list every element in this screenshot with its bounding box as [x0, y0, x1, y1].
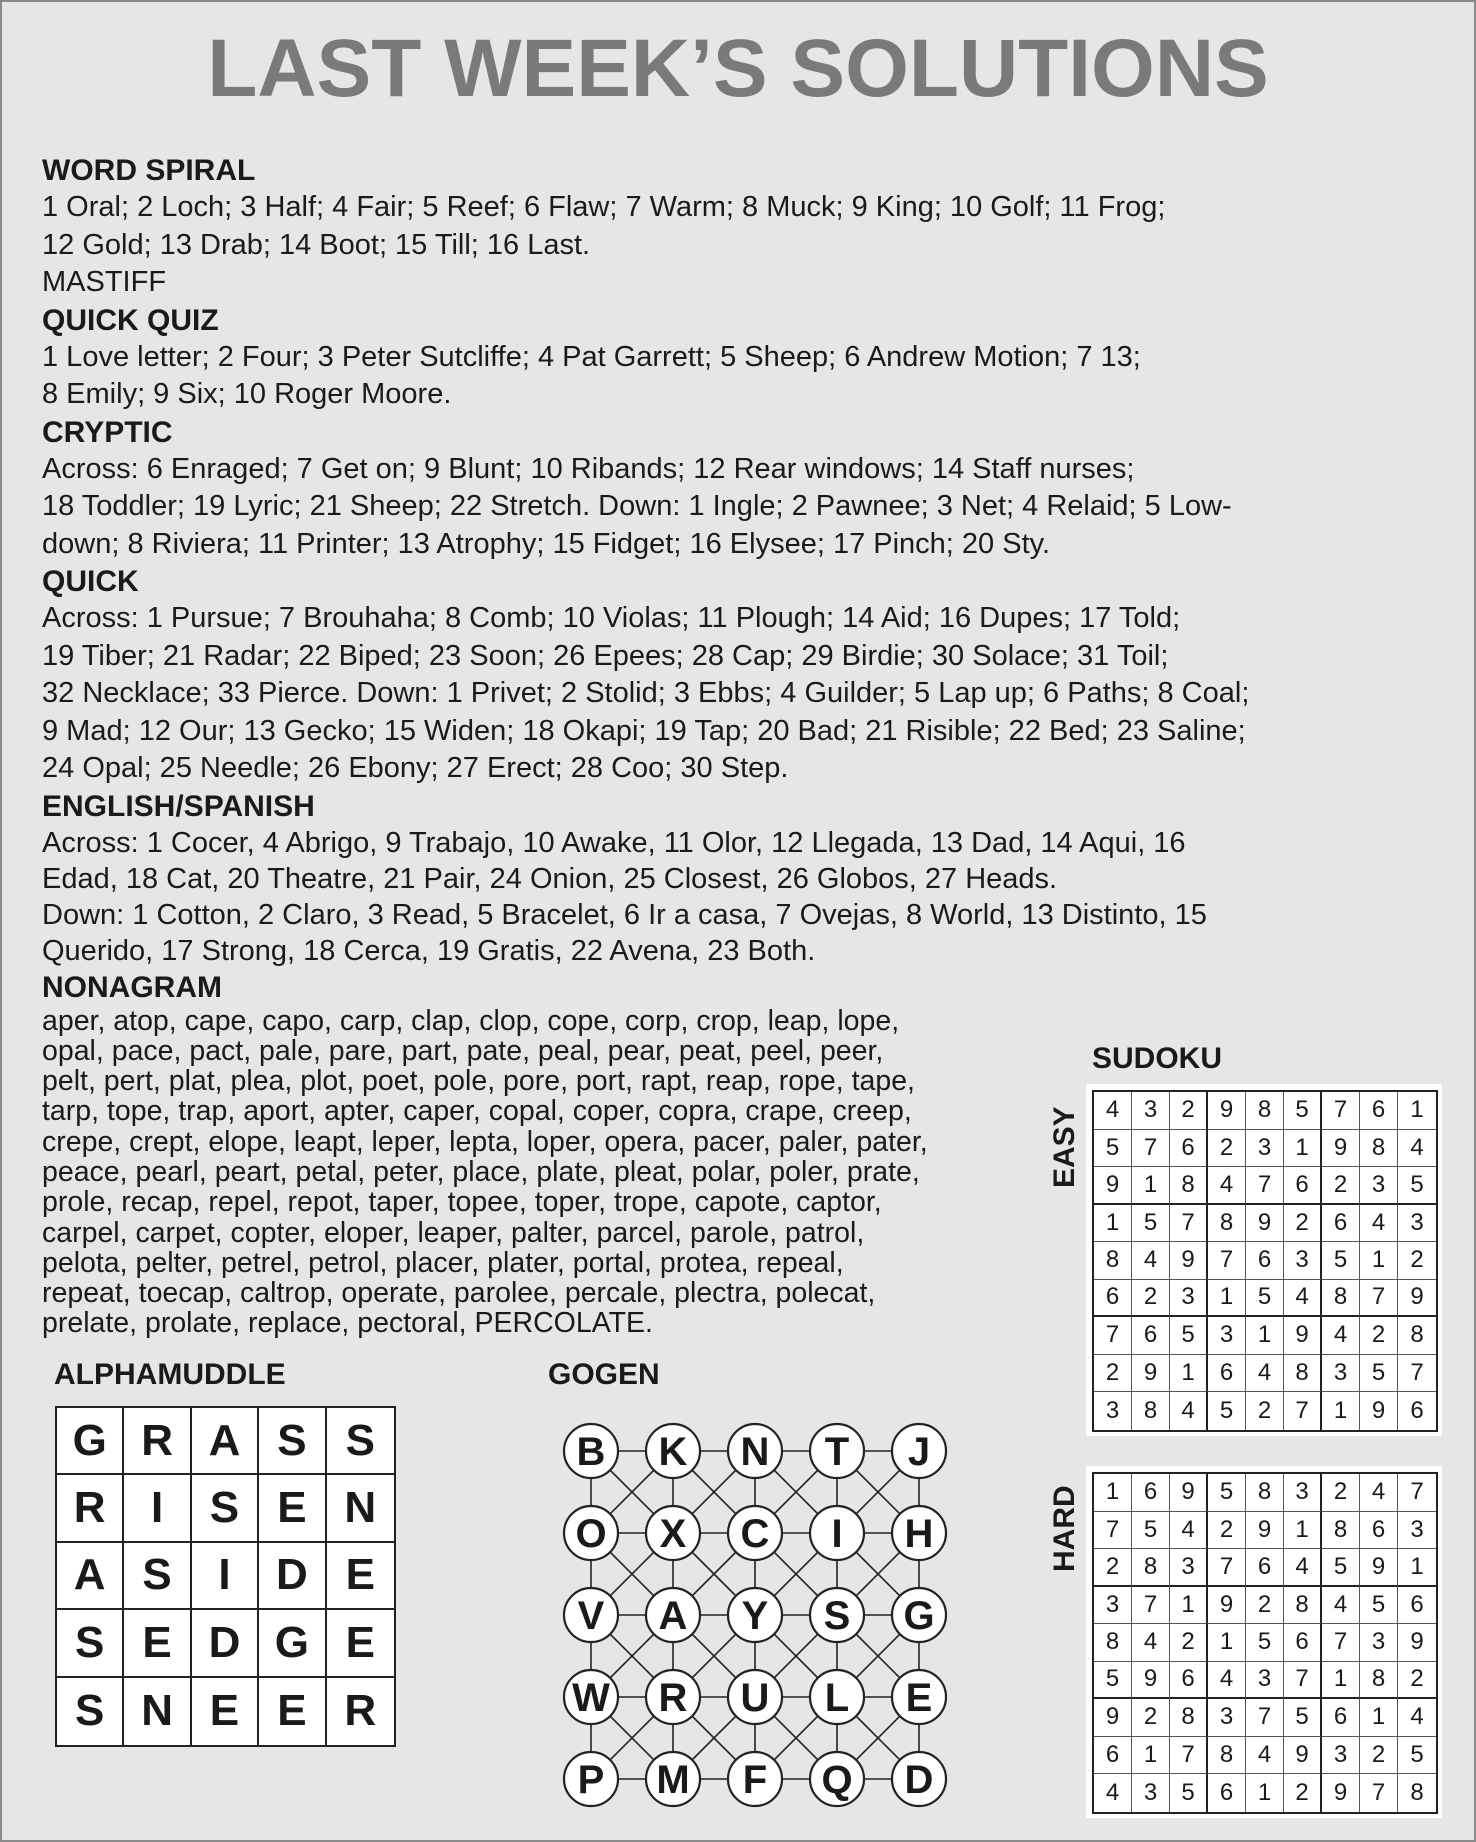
sudoku-hard-cell: 4: [1246, 1737, 1284, 1775]
cryptic-heading: CRYPTIC: [42, 415, 173, 449]
sudoku-hard-cell: 3: [1322, 1737, 1360, 1775]
alphamuddle-cell: G: [57, 1408, 124, 1475]
sudoku-easy-cell: 3: [1170, 1280, 1208, 1318]
gogen-node: [892, 1588, 946, 1642]
sudoku-easy-label: EASY: [1048, 1106, 1081, 1188]
sudoku-easy-cell: 5: [1398, 1167, 1436, 1205]
word-spiral-answers: 1 Oral; 2 Loch; 3 Half; 4 Fair; 5 Reef; 6 Flaw; 7 Warm; 8 Muck; 9 King; 10 Golf; 11 Frog; 12 Gold; 13 Drab; 14 Boot; 15 Till; 16 Last. MASTIFF: [42, 191, 1166, 298]
sudoku-hard-cell: 2: [1208, 1512, 1246, 1550]
sudoku-easy-cell: 4: [1284, 1280, 1322, 1318]
sudoku-easy-cell: 9: [1360, 1392, 1398, 1430]
sudoku-hard-cell: 7: [1398, 1474, 1436, 1512]
alphamuddle-cell: R: [344, 1686, 377, 1736]
quick-heading: QUICK: [42, 565, 139, 598]
sudoku-easy-cell: 9: [1322, 1130, 1360, 1168]
sudoku-easy-cell: 2: [1398, 1242, 1436, 1280]
sudoku-easy-cell: 6: [1284, 1167, 1322, 1205]
sudoku-easy-cell: 4: [1208, 1167, 1246, 1205]
sudoku-hard-cell: 2: [1170, 1624, 1208, 1662]
sudoku-easy-cell: 4: [1094, 1092, 1132, 1130]
sudoku-hard-cell: 5: [1246, 1624, 1284, 1662]
sudoku-easy-cell: 3: [1360, 1167, 1398, 1205]
sudoku-hard-cell: 4: [1284, 1549, 1322, 1587]
sudoku-hard-cell: 3: [1360, 1624, 1398, 1662]
sudoku-hard-cell: 9: [1360, 1549, 1398, 1587]
sudoku-easy-cell: 4: [1360, 1205, 1398, 1243]
sudoku-easy-cell: 7: [1398, 1355, 1436, 1393]
sudoku-easy-cell: 4: [1398, 1130, 1436, 1168]
alphamuddle-cell: S: [124, 1543, 191, 1610]
sudoku-easy-cell: 3: [1284, 1242, 1322, 1280]
gogen-node: [728, 1506, 782, 1560]
alphamuddle-cell: S: [327, 1408, 394, 1475]
sudoku-hard-cell: 5: [1170, 1774, 1208, 1812]
sudoku-hard-cell: 4: [1322, 1587, 1360, 1625]
sudoku-hard-cell: 4: [1360, 1474, 1398, 1512]
sudoku-easy-cell: 8: [1094, 1242, 1132, 1280]
sudoku-hard-cell: 7: [1322, 1624, 1360, 1662]
gogen-node-letter: I: [831, 1512, 843, 1556]
gogen-node: [892, 1424, 946, 1478]
sudoku-easy-cell: 7: [1170, 1205, 1208, 1243]
gogen-node-letter: J: [907, 1430, 931, 1474]
quick-quiz-heading: QUICK QUIZ: [42, 303, 219, 337]
alphamuddle-cell: E: [327, 1610, 394, 1677]
sudoku-easy-cell: 4: [1322, 1317, 1360, 1355]
gogen-node-letter: K: [658, 1430, 688, 1474]
gogen-node-letter: B: [576, 1430, 606, 1474]
cryptic-answers: Across: 6 Enraged; 7 Get on; 9 Blunt; 10 Ribands; 12 Rear windows; 14 Staff nurses; 18 Toddler; 19 Lyric; 21 Sheep; 22 Stretch. Down: 1 Ingle; 2 Pawnee; 3 Net; 4 Relaid; 5 Low- down; 8 Riviera; 11 Printer; 13 Atrophy; 15 Fidget; 16 Elysee; 17 Pinch; 20 Sty.: [42, 452, 1232, 560]
sudoku-hard-cell: 8: [1246, 1474, 1284, 1512]
gogen-node: [646, 1424, 700, 1478]
sudoku-easy-cell: 6: [1360, 1092, 1398, 1130]
gogen-node: [564, 1506, 618, 1560]
alphamuddle-cell: S: [57, 1610, 124, 1677]
sudoku-hard-label: HARD: [1048, 1485, 1081, 1572]
sudoku-easy-cell: 6: [1132, 1317, 1170, 1355]
sudoku-hard-cell: 9: [1322, 1774, 1360, 1812]
sudoku-hard-cell: 5: [1132, 1512, 1170, 1550]
alphamuddle-cell: A: [57, 1543, 124, 1610]
sudoku-easy-cell: 5: [1246, 1280, 1284, 1318]
gogen-node-letter: N: [740, 1430, 770, 1474]
sudoku-easy-cell: 8: [1322, 1280, 1360, 1318]
sudoku-hard-cell: 6: [1398, 1587, 1436, 1625]
gogen-heading: GOGEN: [548, 1358, 660, 1391]
sudoku-hard-cell: 5: [1208, 1474, 1246, 1512]
sudoku-easy-cell: 9: [1398, 1280, 1436, 1318]
sudoku-easy-cell: 9: [1284, 1317, 1322, 1355]
sudoku-easy-cell: 6: [1170, 1130, 1208, 1168]
sudoku-hard-cell: 7: [1246, 1699, 1284, 1737]
sudoku-hard-cell: 7: [1094, 1512, 1132, 1550]
gogen-node-letter: A: [658, 1594, 688, 1638]
sudoku-easy-cell: 9: [1094, 1167, 1132, 1205]
alphamuddle-cell: N: [124, 1678, 191, 1745]
sudoku-easy-cell: 8: [1284, 1355, 1322, 1393]
sudoku-hard-cell: 8: [1360, 1662, 1398, 1700]
sudoku-easy-cell: 6: [1322, 1205, 1360, 1243]
sudoku-hard-cell: 4: [1132, 1624, 1170, 1662]
sudoku-hard-cell: 7: [1360, 1774, 1398, 1812]
sudoku-hard-cell: 7: [1208, 1549, 1246, 1587]
alphamuddle-cell: I: [192, 1543, 259, 1610]
sudoku-easy-cell: 4: [1246, 1355, 1284, 1393]
sudoku-easy-cell: 2: [1208, 1130, 1246, 1168]
gogen-node-letter: T: [824, 1430, 850, 1474]
sudoku-easy-cell: 7: [1360, 1280, 1398, 1318]
sudoku-easy-cell: 1: [1094, 1205, 1132, 1243]
english-spanish-heading: ENGLISH/SPANISH: [42, 789, 315, 823]
sudoku-hard-cell: 3: [1132, 1774, 1170, 1812]
sudoku-easy-cell: 9: [1246, 1205, 1284, 1243]
sudoku-easy-grid: [1092, 1090, 1438, 1432]
sudoku-easy-cell: 7: [1246, 1167, 1284, 1205]
sudoku-hard-cell: 2: [1132, 1699, 1170, 1737]
sudoku-easy-cell: 2: [1246, 1392, 1284, 1430]
sudoku-hard-cell: 5: [1284, 1699, 1322, 1737]
alphamuddle-cell: E: [327, 1543, 394, 1610]
gogen-node: [892, 1506, 946, 1560]
sudoku-easy-cell: 2: [1322, 1167, 1360, 1205]
gogen-node: [646, 1670, 700, 1724]
gogen-node: [728, 1424, 782, 1478]
sudoku-easy-cell: 9: [1208, 1092, 1246, 1130]
sudoku-hard-cell: 7: [1284, 1662, 1322, 1700]
sudoku-easy-cell: 3: [1246, 1130, 1284, 1168]
alphamuddle-grid: [55, 1406, 396, 1747]
alphamuddle-cell: D: [192, 1610, 259, 1677]
sudoku-easy-cell: 1: [1284, 1130, 1322, 1168]
english-spanish-answers: Across: 1 Cocer, 4 Abrigo, 9 Trabajo, 10 Awake, 11 Olor, 12 Llegada, 13 Dad, 14 Aqui, 16 Edad, 18 Cat, 20 Theatre, 21 Pair, 24 Onion, 25 Closest, 26 Globos, 27 Heads. Down: 1 Cotton, 2 Claro, 3 Read, 5 Bracelet, 6 Ir a casa, 7 Ovejas, 8 World, 13 Distinto, 15 Querido, 17 Strong, 18 Cerca, 19 Gratis, 22 Avena, 23 Both.: [42, 826, 1207, 967]
sudoku-easy-cell: 3: [1322, 1355, 1360, 1393]
sudoku-easy-cell: 8: [1398, 1317, 1436, 1355]
sudoku-easy-cell: 1: [1170, 1355, 1208, 1393]
alphamuddle-cell: D: [259, 1543, 326, 1610]
sudoku-easy-cell: 6: [1208, 1355, 1246, 1393]
gogen-node: [728, 1588, 782, 1642]
gogen-node: [564, 1752, 618, 1806]
sudoku-hard-cell: 3: [1170, 1549, 1208, 1587]
sudoku-hard-cell: 3: [1284, 1474, 1322, 1512]
sudoku-hard-cell: 5: [1398, 1737, 1436, 1775]
sudoku-easy-cell: 1: [1246, 1317, 1284, 1355]
nonagram-heading: NONAGRAM: [42, 970, 222, 1004]
sudoku-hard-cell: 6: [1322, 1699, 1360, 1737]
gogen-node: [564, 1588, 618, 1642]
sudoku-hard-cell: 4: [1170, 1512, 1208, 1550]
sudoku-hard-cell: 8: [1132, 1549, 1170, 1587]
sudoku-heading: SUDOKU: [1092, 1042, 1223, 1075]
gogen-node: [810, 1424, 864, 1478]
sudoku-easy-cell: 2: [1284, 1205, 1322, 1243]
gogen-node: [728, 1670, 782, 1724]
gogen-node-letter: W: [572, 1676, 610, 1720]
gogen-node: [810, 1506, 864, 1560]
sudoku-hard-cell: 5: [1322, 1549, 1360, 1587]
sudoku-hard-cell: 5: [1360, 1587, 1398, 1625]
sudoku-easy-cell: 8: [1246, 1092, 1284, 1130]
sudoku-easy-cell: 4: [1132, 1242, 1170, 1280]
sudoku-hard-cell: 1: [1132, 1737, 1170, 1775]
gogen-node: [892, 1752, 946, 1806]
sudoku-hard-cell: 8: [1208, 1737, 1246, 1775]
sudoku-hard-cell: 6: [1170, 1662, 1208, 1700]
sudoku-easy-cell: 1: [1322, 1392, 1360, 1430]
alphamuddle-cell: R: [124, 1408, 191, 1475]
gogen-node-letter: F: [742, 1758, 768, 1802]
gogen-node-letter: U: [740, 1676, 770, 1720]
alphamuddle-cell: G: [259, 1610, 326, 1677]
sudoku-hard-cell: 2: [1360, 1737, 1398, 1775]
sudoku-hard-cell: 1: [1208, 1624, 1246, 1662]
sudoku-easy-cell: 7: [1094, 1317, 1132, 1355]
sudoku-hard-cell: 5: [1094, 1662, 1132, 1700]
sudoku-hard-cell: 7: [1170, 1737, 1208, 1775]
sudoku-hard-cell: 3: [1208, 1699, 1246, 1737]
sudoku-easy-cell: 8: [1360, 1130, 1398, 1168]
gogen-node-letter: P: [577, 1758, 605, 1802]
sudoku-easy-cell: 5: [1132, 1205, 1170, 1243]
sudoku-easy-cell: 5: [1360, 1355, 1398, 1393]
sudoku-easy-cell: 3: [1132, 1092, 1170, 1130]
sudoku-hard-cell: 2: [1322, 1474, 1360, 1512]
sudoku-easy-cell: 7: [1322, 1092, 1360, 1130]
gogen-node-letter: E: [905, 1676, 933, 1720]
gogen-node-letter: S: [823, 1594, 851, 1638]
sudoku-easy-cell: 1: [1208, 1280, 1246, 1318]
sudoku-hard-cell: 8: [1094, 1624, 1132, 1662]
sudoku-hard-cell: 3: [1246, 1662, 1284, 1700]
sudoku-easy-cell: 8: [1170, 1167, 1208, 1205]
sudoku-hard-cell: 6: [1246, 1549, 1284, 1587]
sudoku-easy-cell: 5: [1094, 1130, 1132, 1168]
alphamuddle-cell: R: [57, 1475, 124, 1542]
quick-quiz-answers: 1 Love letter; 2 Four; 3 Peter Sutcliffe; 4 Pat Garrett; 5 Sheep; 6 Andrew Motion; 7 13; 8 Emily; 9 Six; 10 Roger Moore.: [42, 340, 1141, 410]
gogen-node-letter: R: [658, 1676, 688, 1720]
sudoku-hard-cell: 9: [1284, 1737, 1322, 1775]
sudoku-hard-cell: 3: [1398, 1512, 1436, 1550]
gogen-node-letter: D: [904, 1758, 934, 1802]
alphamuddle-cell: N: [327, 1475, 394, 1542]
nonagram-answers: aper, atop, cape, capo, carp, clap, clop, cope, corp, crop, leap, lope, opal, pace, pact, pale, pare, part, pate, peal, pear, peat, peel, peer, pelt, pert, plat, plea, plot, poet, pole, pore, port, rapt, reap, rope, tape, tarp, tope, trap, aport, apter, caper, copal, coper, copra, crape, creep, crepe, crept, elope, leapt, leper, lepta, loper, opera, pacer, paler, pater, peace, pearl, peart, petal, peter, place, plate, pleat, polar, poler, prate, prole, recap, repel, repot, taper, topee, toper, trope, capote, captor, carpel, carpet, copter, eloper, leaper, palter, parcel, parole, patrol, pelota, pelter, petrel, petrol, placer, plater, portal, protea, repeal, repeat, toecap, caltrop, operate, parolee, percale, plectra, polecat, prelate, prolate, replace, pectoral, PERCOLATE.: [42, 1004, 928, 1340]
gogen-node-letter: G: [903, 1594, 935, 1638]
sudoku-hard-cell: 4: [1094, 1774, 1132, 1812]
sudoku-hard-cell: 8: [1398, 1774, 1436, 1812]
sudoku-easy-cell: 3: [1094, 1392, 1132, 1430]
sudoku-easy-cell: 4: [1170, 1392, 1208, 1430]
sudoku-hard-cell: 6: [1208, 1774, 1246, 1812]
sudoku-hard-cell: 6: [1360, 1512, 1398, 1550]
sudoku-hard-cell: 1: [1360, 1699, 1398, 1737]
sudoku-easy-cell: 5: [1170, 1317, 1208, 1355]
sudoku-hard-cell: 8: [1322, 1512, 1360, 1550]
word-spiral-heading: WORD SPIRAL: [42, 154, 256, 187]
sudoku-easy-cell: 5: [1322, 1242, 1360, 1280]
sudoku-easy-cell: 3: [1208, 1317, 1246, 1355]
alphamuddle-cell: S: [192, 1475, 259, 1542]
sudoku-hard-cell: 9: [1132, 1662, 1170, 1700]
sudoku-easy-cell: 6: [1094, 1280, 1132, 1318]
gogen-node: [810, 1588, 864, 1642]
gogen-node: [646, 1506, 700, 1560]
sudoku-hard-cell: 1: [1094, 1474, 1132, 1512]
sudoku-easy-panel: [1086, 1084, 1442, 1436]
sudoku-easy-cell: 3: [1398, 1205, 1436, 1243]
sudoku-hard-cell: 4: [1398, 1699, 1436, 1737]
sudoku-easy-cell: 2: [1094, 1355, 1132, 1393]
gogen-node: [564, 1670, 618, 1724]
gogen-node: [646, 1752, 700, 1806]
gogen-node-letter: C: [740, 1512, 770, 1556]
sudoku-easy-cell: 7: [1208, 1242, 1246, 1280]
sudoku-hard-cell: 6: [1132, 1474, 1170, 1512]
sudoku-hard-cell: 9: [1246, 1512, 1284, 1550]
gogen-node: [646, 1588, 700, 1642]
sudoku-hard-cell: 1: [1246, 1774, 1284, 1812]
gogen-node: [728, 1752, 782, 1806]
alphamuddle-cell: A: [192, 1408, 259, 1475]
alphamuddle-cell: E: [192, 1678, 259, 1745]
gogen-node: [810, 1670, 864, 1724]
gogen-node: [892, 1670, 946, 1724]
sudoku-easy-cell: 1: [1398, 1092, 1436, 1130]
sudoku-hard-cell: 1: [1284, 1512, 1322, 1550]
sudoku-easy-cell: 9: [1132, 1355, 1170, 1393]
sudoku-hard-cell: 2: [1094, 1549, 1132, 1587]
sudoku-easy-cell: 8: [1208, 1205, 1246, 1243]
gogen-node-letter: M: [656, 1758, 690, 1802]
gogen-node-letter: Y: [741, 1594, 769, 1638]
gogen-node-letter: V: [577, 1594, 605, 1638]
sudoku-hard-cell: 2: [1398, 1662, 1436, 1700]
sudoku-easy-cell: 7: [1284, 1392, 1322, 1430]
alphamuddle-cell: E: [124, 1610, 191, 1677]
sudoku-hard-cell: 1: [1398, 1549, 1436, 1587]
gogen-node: [564, 1424, 618, 1478]
sudoku-hard-cell: 9: [1208, 1587, 1246, 1625]
alphamuddle-cell: S: [57, 1678, 124, 1745]
sudoku-easy-cell: 7: [1132, 1130, 1170, 1168]
sudoku-easy-cell: 2: [1132, 1280, 1170, 1318]
gogen-node-letter: H: [904, 1512, 934, 1556]
sudoku-hard-cell: 1: [1170, 1587, 1208, 1625]
sudoku-hard-cell: 9: [1170, 1474, 1208, 1512]
sudoku-hard-cell: 8: [1170, 1699, 1208, 1737]
page-title: LAST WEEK’S SOLUTIONS: [207, 23, 1269, 114]
alphamuddle-heading: ALPHAMUDDLE: [54, 1358, 286, 1391]
sudoku-hard-cell: 9: [1398, 1624, 1436, 1662]
sudoku-hard-cell: 4: [1208, 1662, 1246, 1700]
sudoku-hard-grid: [1092, 1472, 1438, 1814]
sudoku-hard-cell: 1: [1322, 1662, 1360, 1700]
gogen-node-letter: Q: [821, 1758, 853, 1802]
gogen-node: [810, 1752, 864, 1806]
gogen-node-letter: O: [575, 1512, 607, 1556]
sudoku-hard-cell: 6: [1094, 1737, 1132, 1775]
alphamuddle-cell: E: [259, 1475, 326, 1542]
quick-answers: Across: 1 Pursue; 7 Brouhaha; 8 Comb; 10 Violas; 11 Plough; 14 Aid; 16 Dupes; 17 Told; 19 Tiber; 21 Radar; 22 Biped; 23 Soon; 26 Epees; 28 Cap; 29 Birdie; 30 Solace; 31 Toil; 32 Necklace; 33 Pierce. Down: 1 Privet; 2 Stolid; 3 Ebbs; 4 Guilder; 5 Lap up; 6 Paths; 8 Coal; 9 Mad; 12 Our; 13 Gecko; 15 Widen; 18 Okapi; 19 Tap; 20 Bad; 21 Risible; 22 Bed; 23 Saline; 24 Opal; 25 Needle; 26 Ebony; 27 Erect; 28 Coo; 30 Step.: [42, 602, 1250, 784]
sudoku-easy-cell: 1: [1132, 1167, 1170, 1205]
alphamuddle-cell: I: [124, 1475, 191, 1542]
gogen-node-letter: L: [824, 1676, 850, 1720]
gogen-grid: [550, 1410, 960, 1820]
sudoku-hard-cell: 2: [1284, 1774, 1322, 1812]
sudoku-easy-cell: 2: [1170, 1092, 1208, 1130]
sudoku-hard-cell: 8: [1284, 1587, 1322, 1625]
sudoku-easy-cell: 9: [1170, 1242, 1208, 1280]
alphamuddle-cell: E: [259, 1678, 326, 1745]
gogen-node-letter: X: [659, 1512, 687, 1556]
sudoku-easy-cell: 5: [1208, 1392, 1246, 1430]
sudoku-hard-cell: 6: [1284, 1624, 1322, 1662]
sudoku-easy-cell: 1: [1360, 1242, 1398, 1280]
sudoku-easy-cell: 8: [1132, 1392, 1170, 1430]
alphamuddle-cell: S: [259, 1408, 326, 1475]
sudoku-easy-cell: 6: [1246, 1242, 1284, 1280]
sudoku-easy-cell: 6: [1398, 1392, 1436, 1430]
sudoku-hard-cell: 2: [1246, 1587, 1284, 1625]
sudoku-easy-cell: 2: [1360, 1317, 1398, 1355]
sudoku-hard-panel: [1086, 1466, 1442, 1818]
sudoku-hard-cell: 9: [1094, 1699, 1132, 1737]
sudoku-hard-cell: 7: [1132, 1587, 1170, 1625]
sudoku-easy-cell: 5: [1284, 1092, 1322, 1130]
sudoku-hard-cell: 3: [1094, 1587, 1132, 1625]
